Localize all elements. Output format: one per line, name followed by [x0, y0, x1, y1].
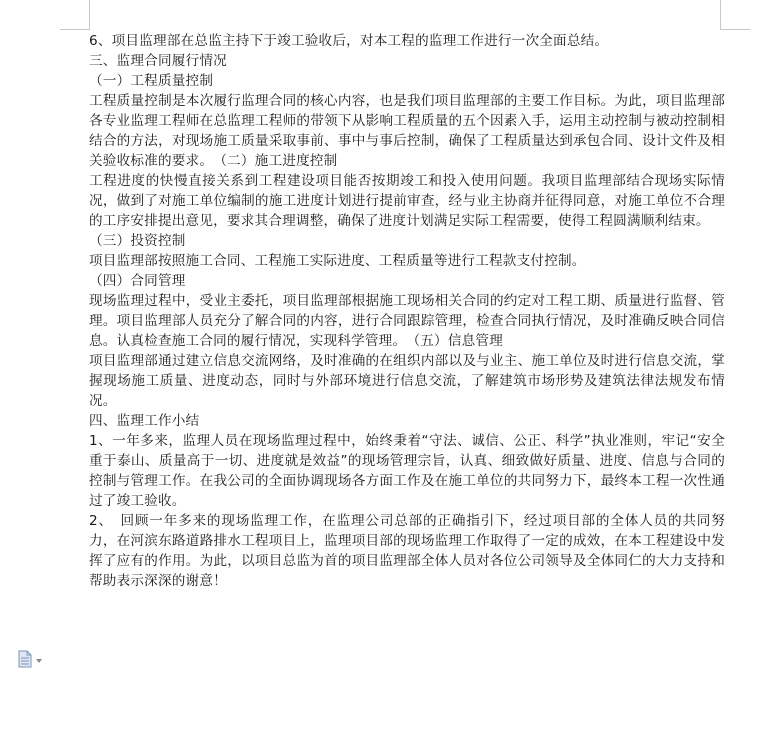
paragraph: 项目监理部按照施工合同、工程施工实际进度、工程质量等进行工程款支付控制。 [89, 253, 586, 269]
paragraph: 项目监理部通过建立信息交流网络，及时准确的在组织内部以及与业主、施工单位及时进行信息交流，掌握现场施工质量、进度动态，同时与外部环境进行信息交流，了解建筑市场形势及建筑法律法规发布情况。 [89, 353, 725, 409]
paragraph: 工程进度的快慢直接关系到工程建设项目能否按期竣工和投入使用问题。我项目监理部结合现场实际情况，做到了对施工单位编制的施工进度计划进行提前审查，经与业主协商并征得同意，对施工单位不合理的工序安排提出意见，要求其合理调整，确保了进度计划满足实际工程需要，使得工程圆满顺利结束。 [89, 173, 725, 229]
document-body[interactable] [89, 31, 725, 591]
section-heading: 三、监理合同履行情况 [89, 53, 227, 69]
subsection-heading: （三）投资控制 [89, 233, 186, 249]
section-heading: 四、监理工作小结 [89, 413, 200, 429]
paragraph: 1、一年多来，监理人员在现场监理过程中，始终秉着“守法、诚信、公正、科学”执业准则，牢记“安全重于泰山、质量高于一切、进度就是效益”的现场管理宗旨，认真、细致做好质量、进度、信息与合同的控制与管理工作。在我公司的全面协调现场各方面工作及在施工单位的共同努力下，最终本工程一次性通过了竣工验收。 [89, 433, 725, 509]
subsection-heading: （四）合同管理 [89, 273, 186, 289]
crop-mark-top-left [60, 29, 90, 30]
crop-mark-top-right [720, 0, 721, 30]
paragraph: 6、项目监理部在总监主持下于竣工验收后，对本工程的监理工作进行一次全面总结。 [89, 33, 609, 49]
document-options-icon[interactable] [17, 650, 43, 668]
paragraph: 2、 回顾一年多来的现场监理工作，在监理公司总部的正确指引下，经过项目部的全体人员的共同努力，在河滨东路道路排水工程项目上，监理项目部的现场监理工作取得了一定的成效，在本工程建设中发挥了应有的作用。为此，以项目总监为首的项目监理部全体人员对各位公司领导及全体同仁的大力支持和帮助表示深深的谢意！ [89, 513, 725, 589]
crop-mark-top-left [89, 0, 90, 30]
subsection-heading: （一）工程质量控制 [89, 73, 214, 89]
crop-mark-top-right [720, 29, 750, 30]
paragraph: 现场监理过程中，受业主委托，项目监理部根据施工现场相关合同的约定对工程工期、质量进行监督、管理。项目监理部人员充分了解合同的内容，进行合同跟踪管理，检查合同执行情况，及时准确反映合同信息。认真检查施工合同的履行情况，实现科学管理。 （五）信息管理 [89, 293, 725, 349]
paragraph: 工程质量控制是本次履行监理合同的核心内容，也是我们项目监理部的主要工作目标。为此，项目监理部各专业监理工程师在总监理工程师的带领下从影响工程质量的五个因素入手，运用主动控制与被动控制相结合的方法，对现场施工质量采取事前、事中与事后控制，确保了工程质量达到承包合同、设计文件及相关验收标准的要求。 （二）施工进度控制 [89, 93, 725, 169]
